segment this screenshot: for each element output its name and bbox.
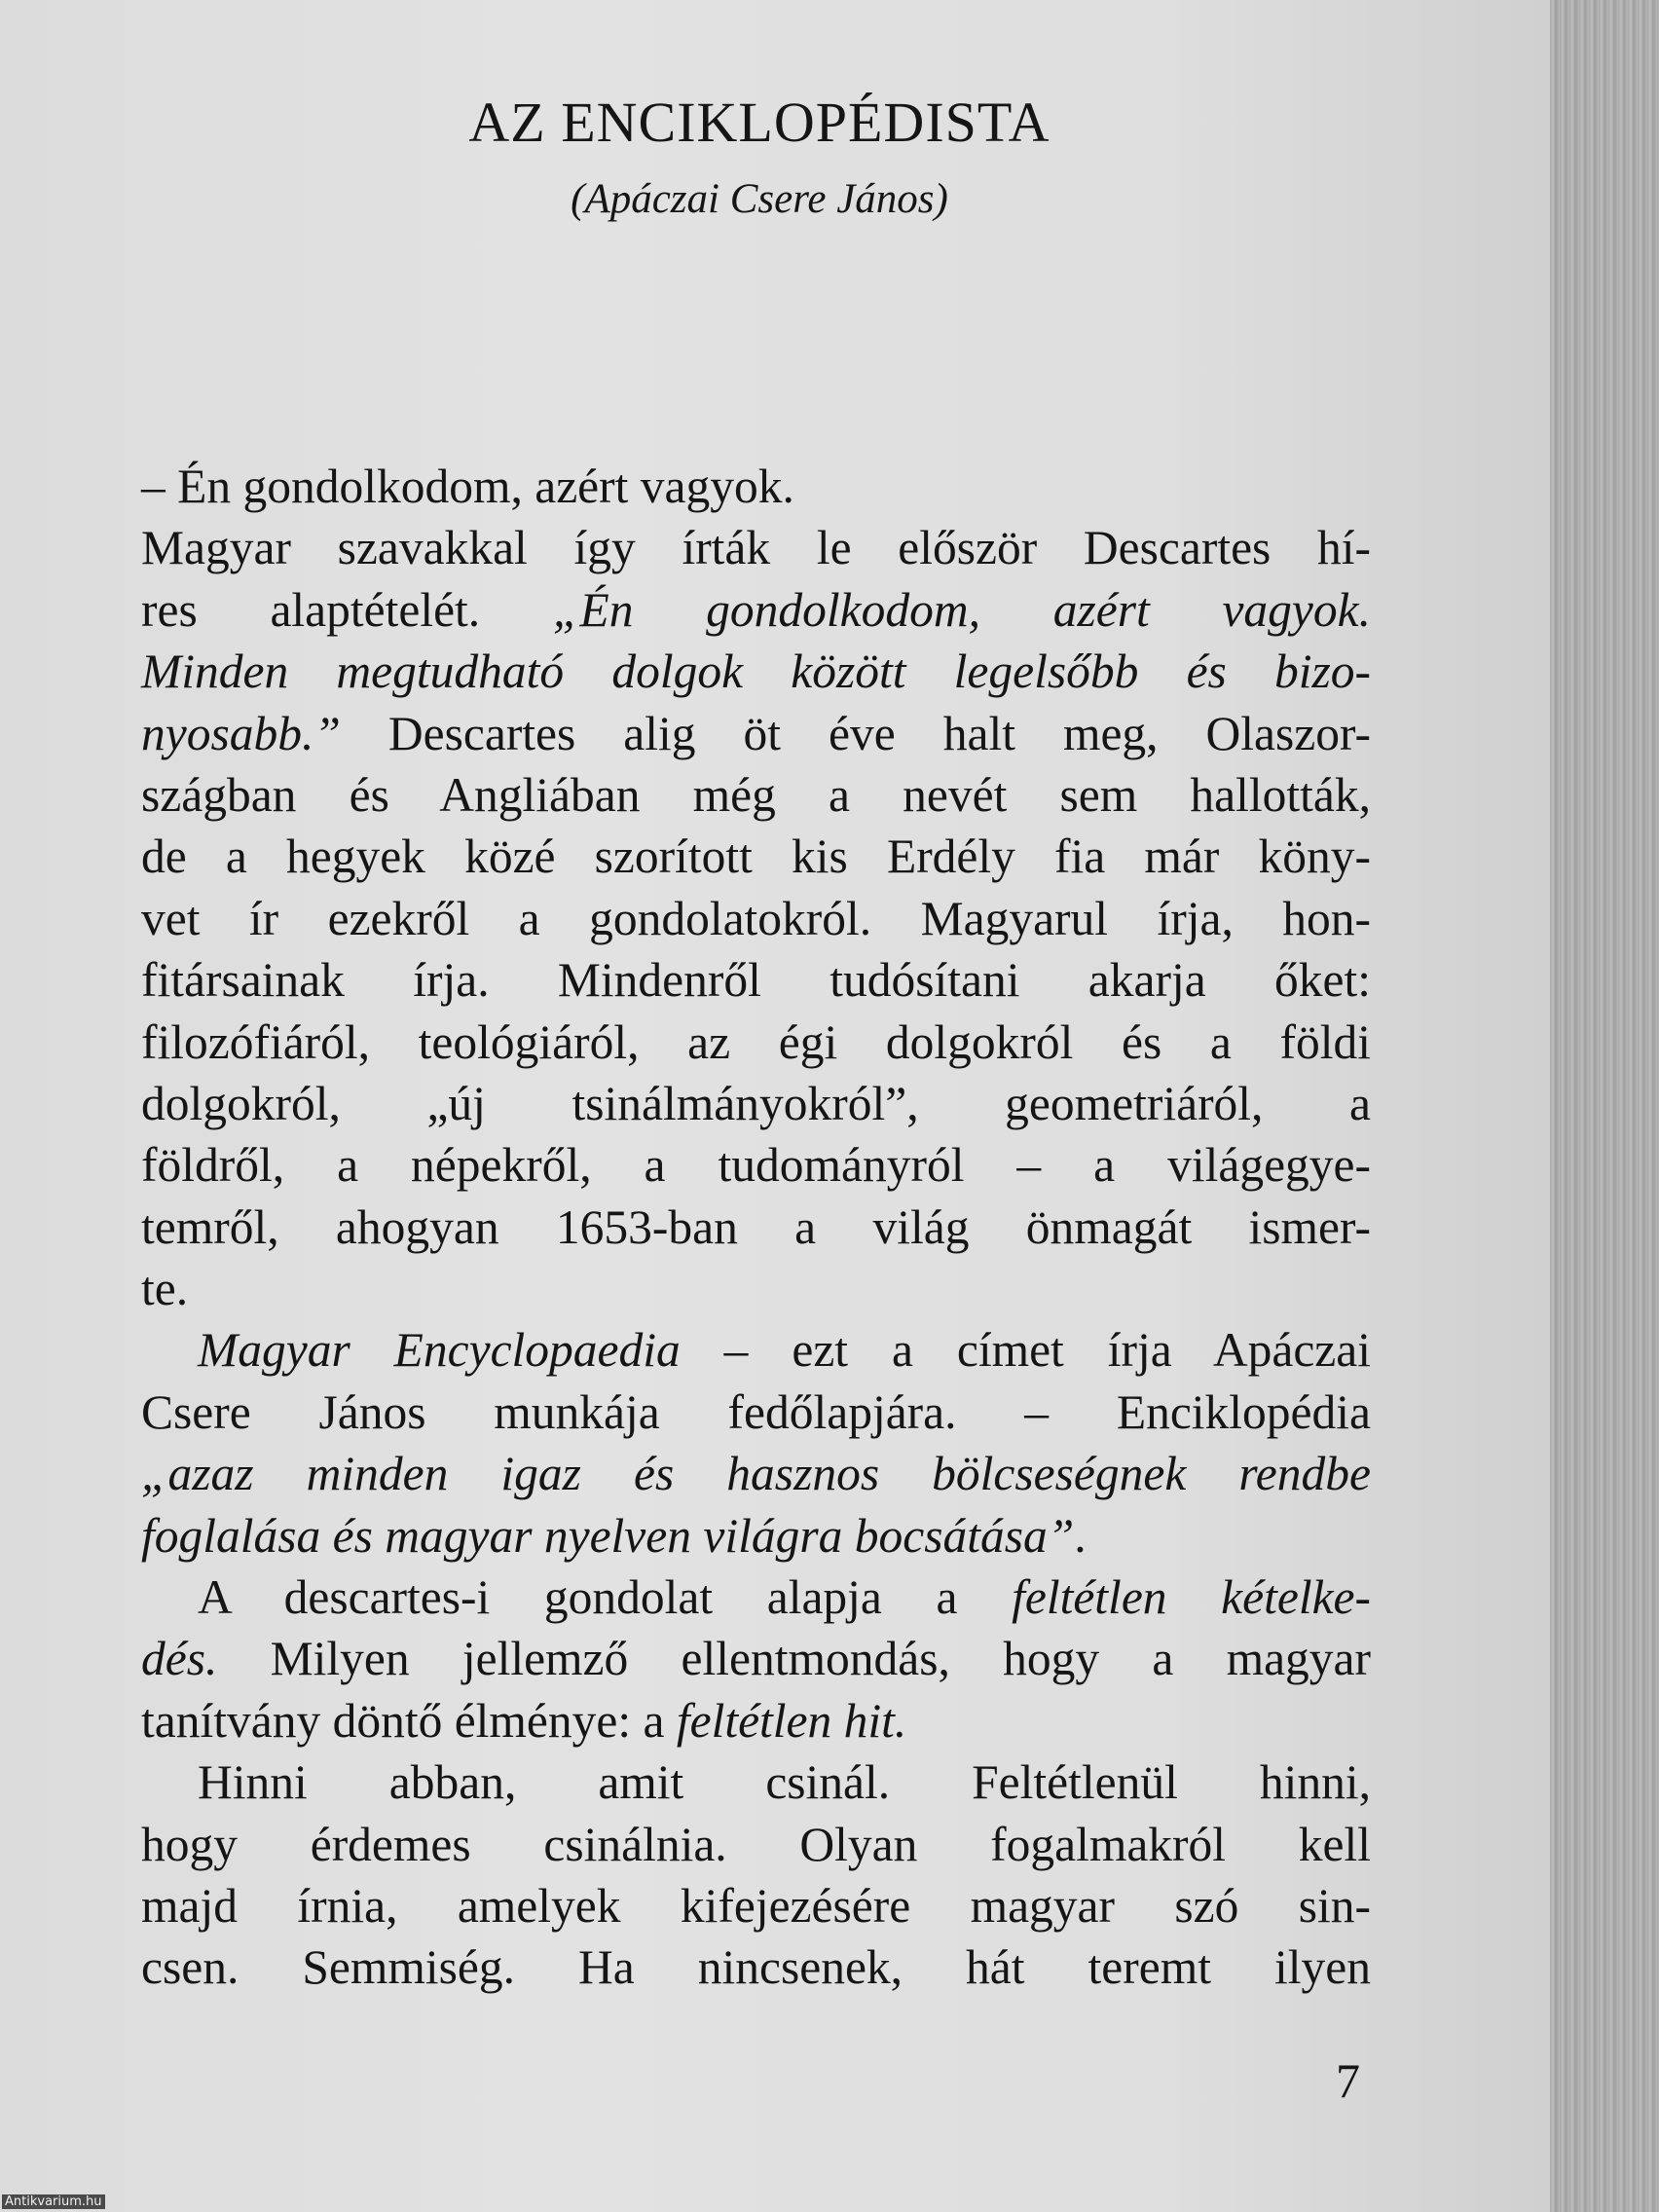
text-line	[141, 1505, 1371, 1567]
italic-run: „azaz minden igaz és hasznos bölcseségnek rendbe	[141, 1447, 1371, 1501]
page-stack-edge	[1550, 0, 1659, 2212]
text-line	[141, 1814, 1371, 1875]
text-run: földről, a népekről, a tudományról – a világegye-	[141, 1138, 1371, 1193]
watermark: Antikvarium.hu	[2, 2194, 105, 2209]
italic-run: nyosabb.”	[141, 706, 341, 760]
text-run: Magyar szavakkal így írták le először Descartes hí-	[141, 521, 1371, 575]
text-line	[141, 579, 1371, 641]
text-run: dolgokról, „új tsinálmányokról”, geometriáról, a	[141, 1076, 1371, 1130]
text-run: – ezt a címet írja Apáczai	[680, 1323, 1371, 1378]
italic-run: dés.	[141, 1632, 218, 1686]
text-line	[141, 1751, 1371, 1813]
text-run: Descartes alig öt éve halt meg, Olaszor-	[340, 706, 1371, 760]
chapter-subtitle: (Apáczai Csere János)	[571, 176, 948, 222]
text-run: Csere János munkája fedőlapjára. – Enciklopédia	[141, 1384, 1371, 1439]
italic-run: „Én gondolkodom, azért vagyok.	[552, 582, 1371, 637]
text-run: .	[1074, 1508, 1087, 1563]
italic-run: foglalása és magyar nyelven világra bocsátása”	[141, 1508, 1075, 1563]
text-line	[141, 1567, 1371, 1628]
text-line	[141, 1258, 1371, 1319]
text-line	[141, 641, 1371, 702]
page-number: 7	[1336, 2053, 1360, 2108]
text-line	[141, 1628, 1371, 1689]
text-run: de a hegyek közé szorított kis Erdély fia már köny-	[141, 830, 1371, 884]
text-line	[141, 949, 1371, 1011]
text-line	[141, 764, 1371, 826]
text-run: hogy érdemes csinálnia. Olyan fogalmakról kell	[141, 1817, 1371, 1871]
body-text	[141, 456, 1371, 1999]
text-run: A descartes-i gondolat alapja a	[198, 1570, 1013, 1625]
text-run: – Én gondolkodom, azért vagyok.	[141, 460, 794, 513]
text-run: szágban és Angliában még a nevét sem hallották,	[141, 767, 1371, 822]
text-run: fitársainak írja. Mindenről tudósítani akarja őket:	[141, 953, 1371, 1008]
text-line	[141, 456, 1371, 517]
text-line	[141, 703, 1371, 764]
text-line	[141, 1443, 1371, 1504]
text-run: Hinni abban, amit csinál. Feltétlenül hinni,	[198, 1755, 1371, 1810]
text-run: res alaptételét.	[141, 582, 553, 637]
italic-run: Magyar Encyclopaedia	[198, 1323, 681, 1378]
text-run: tanítvány döntő élménye: a	[141, 1693, 677, 1748]
text-line	[141, 1197, 1371, 1258]
text-line	[141, 1134, 1371, 1196]
italic-run: feltétlen hit.	[676, 1693, 907, 1748]
text-line	[141, 826, 1371, 887]
italic-run: feltétlen kételke-	[1012, 1570, 1371, 1625]
text-run: te.	[141, 1262, 189, 1316]
text-run: temről, ahogyan 1653-ban a világ önmagát ismer-	[141, 1199, 1371, 1254]
text-line	[141, 1319, 1371, 1381]
chapter-title: AZ ENCIKLOPÉDISTA	[468, 91, 1051, 154]
text-run: Milyen jellemző ellentmondás, hogy a magyar	[217, 1632, 1371, 1686]
text-line	[141, 1936, 1371, 1998]
text-line	[141, 1690, 1371, 1751]
text-line	[141, 888, 1371, 949]
text-line	[141, 1382, 1371, 1443]
italic-run: Minden megtudható dolgok között legelsőbb és bizo-	[141, 645, 1371, 699]
text-line	[141, 517, 1371, 578]
text-line	[141, 1875, 1371, 1936]
text-run: csen. Semmiség. Ha nincsenek, hát teremt ilyen	[141, 1940, 1371, 1995]
text-run: vet ír ezekről a gondolatokról. Magyarul írja, hon-	[141, 891, 1371, 945]
text-line	[141, 1012, 1371, 1073]
text-run: majd írnia, amelyek kifejezésére magyar szó sin-	[141, 1878, 1371, 1933]
text-line	[141, 1073, 1371, 1134]
text-run: filozófiáról, teológiáról, az égi dolgokról és a földi	[141, 1014, 1371, 1069]
